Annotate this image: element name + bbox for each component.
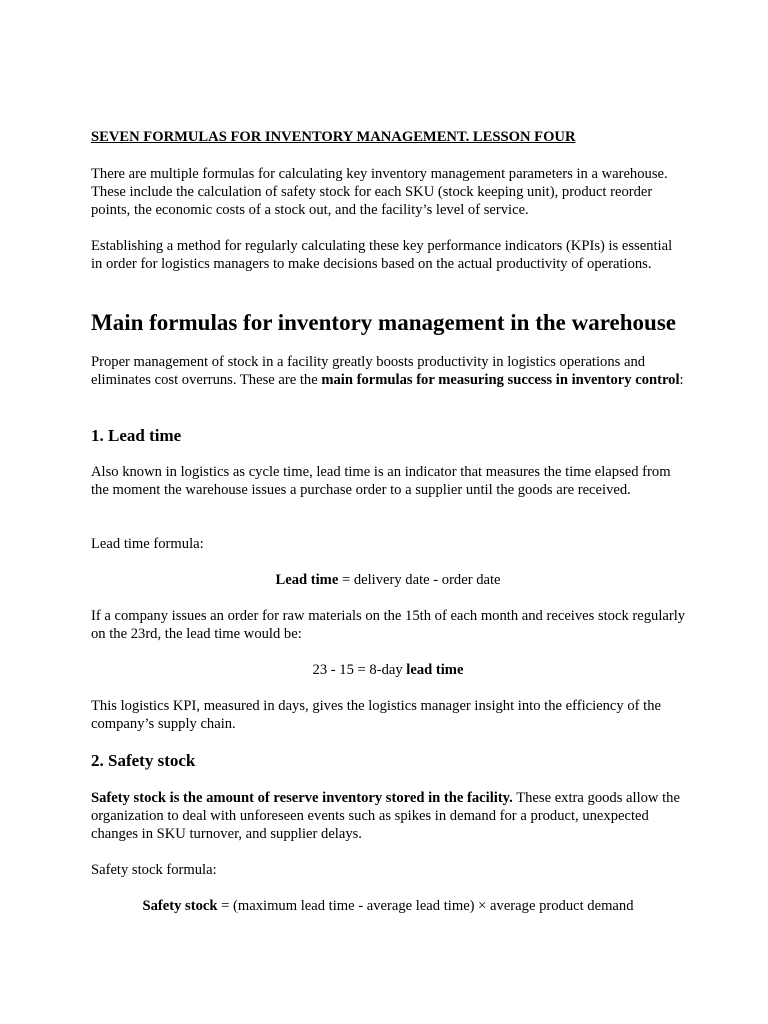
- section-1-conclusion: This logistics KPI, measured in days, gives the logistics manager insight into the efficiency of the company’s supply chain.: [91, 698, 661, 732]
- section-2-paragraph-bold: Safety stock is the amount of reserve inventory stored in the facility.: [91, 790, 513, 806]
- lead-time-example-term: lead time: [406, 662, 464, 678]
- main-paragraph-tail: :: [679, 372, 684, 388]
- safety-stock-formula-term: Safety stock: [142, 898, 218, 914]
- section-2-formula-label: Safety stock formula:: [91, 862, 217, 878]
- section-2-paragraph-text: These extra goods allow the organization to deal with unforeseen events such as spikes in demand for a product, unexpected changes in SKU turnover, and supplier delays.: [91, 790, 680, 842]
- document-title: SEVEN FORMULAS FOR INVENTORY MANAGEMENT. LESSON FOUR: [91, 129, 576, 145]
- lead-time-formula-term: Lead time: [275, 572, 339, 588]
- section-2-paragraph: [91, 789, 687, 843]
- section-1-formula-label: Lead time formula:: [91, 536, 204, 552]
- lead-time-example-expression: 23 - 15 = 8-day: [312, 662, 407, 678]
- section-1-paragraph: Also known in logistics as cycle time, lead time is an indicator that measures the time elapsed from the moment the warehouse issues a purchase order to a supplier until the goods are received.: [91, 464, 671, 498]
- main-paragraph: [91, 353, 687, 389]
- lead-time-example-formula: [91, 661, 685, 679]
- safety-stock-formula-expression: = (maximum lead time - average lead time) × average product demand: [217, 898, 634, 914]
- main-paragraph-text: Proper management of stock in a facility greatly boosts productivity in logistics operations and eliminates cost overruns. These are the: [91, 354, 646, 388]
- lead-time-formula-expression: = delivery date - order date: [338, 572, 501, 588]
- safety-stock-formula: [91, 897, 685, 915]
- lead-time-formula: [91, 571, 685, 589]
- main-heading: Main formulas for inventory management in the warehouse: [91, 310, 676, 335]
- section-2-heading: 2. Safety stock: [91, 751, 196, 770]
- section-1-heading: 1. Lead time: [91, 426, 182, 445]
- section-1-example: If a company issues an order for raw materials on the 15th of each month and receives stock regularly on the 23rd, the lead time would be:: [91, 608, 686, 642]
- intro-paragraph-2: Establishing a method for regularly calculating these key performance indicators (KPIs) is essential in order for logistics managers to make decisions based on the actual productivity of operations.: [91, 238, 673, 272]
- main-paragraph-bold: main formulas for measuring success in inventory control: [321, 372, 680, 388]
- intro-paragraph-1: There are multiple formulas for calculating key inventory management parameters in a warehouse. These include the calculation of safety stock for each SKU (stock keeping unit), product reorder points, the economic costs of a stock out, and the facility’s level of service.: [91, 166, 668, 218]
